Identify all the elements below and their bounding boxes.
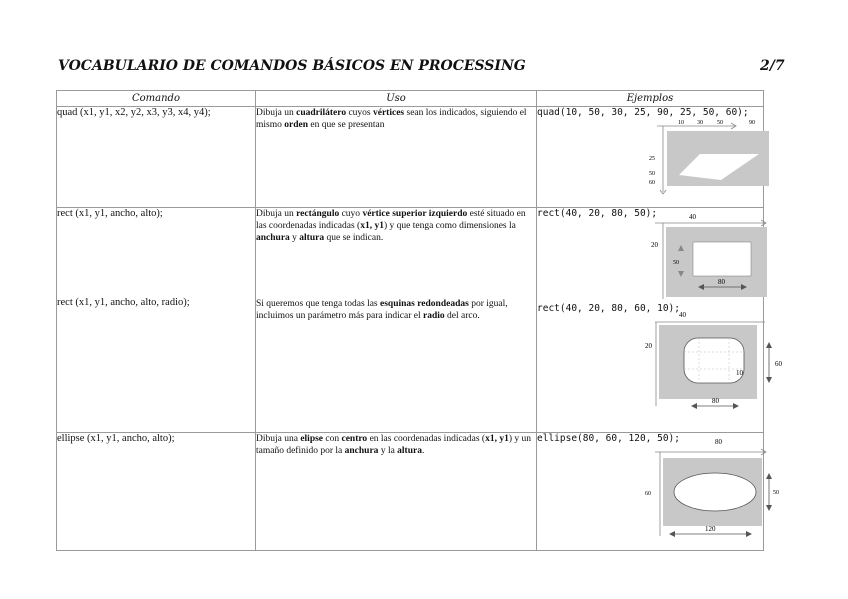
quad-label-25: 25 <box>649 156 655 162</box>
ellipse-label-60: 60 <box>645 491 651 497</box>
page-number: 2/7 <box>760 58 785 74</box>
rect-round-label-60: 60 <box>775 360 782 368</box>
ellipse-label-50: 50 <box>773 490 779 496</box>
rect-label-50: 50 <box>673 260 679 266</box>
command-ellipse: ellipse (x1, y1, ancho, alto); <box>57 433 256 551</box>
ellipse-label-80: 80 <box>715 438 722 446</box>
rect-round-label-80: 80 <box>712 397 719 405</box>
table-row-rect <box>57 208 764 433</box>
usage-rect-basic: Dibuja un rectángulo cuyo vértice superior izquierdo esté situado en las coordenadas indicadas (x1, y1) y que tenga como dimensiones la anchura y altura que se indican. <box>256 209 526 243</box>
table-row-ellipse <box>57 433 764 551</box>
example-rect <box>537 208 782 433</box>
usage-rect-rounded: Si queremos que tenga todas las esquinas redondeadas por igual, incluimos un parámetro más para indicar el radio del arco. <box>256 299 508 321</box>
usage-ellipse: Dibuja una elipse con centro en las coordenadas indicadas (x1, y1) y un tamaño definido por la anchura y la altura. <box>256 433 537 551</box>
rect-label-20: 20 <box>651 241 658 249</box>
quad-label-90: 90 <box>749 120 755 126</box>
page-title: VOCABULARIO DE COMANDOS BÁSICOS EN PROCESSING <box>58 58 526 74</box>
rect-label-40: 40 <box>689 213 696 221</box>
table-header-row <box>57 91 764 107</box>
rect-round-label-10: 10 <box>736 369 743 377</box>
example-ellipse <box>537 433 779 551</box>
quad-label-10: 10 <box>678 120 684 126</box>
rect-round-label-40: 40 <box>679 311 686 319</box>
column-header-ejemplos: Ejemplos <box>537 91 764 107</box>
code-ellipse: ellipse(80, 60, 120, 50); <box>537 433 680 444</box>
code-quad: quad(10, 50, 30, 25, 90, 25, 50, 60); <box>537 107 749 118</box>
quad-label-60: 60 <box>649 180 655 186</box>
command-quad: quad (x1, y1, x2, y2, x3, y3, x4, y4); <box>57 107 256 208</box>
quad-label-50: 50 <box>717 120 723 126</box>
command-rect-rounded: rect (x1, y1, ancho, alto, radio); <box>57 297 190 308</box>
rect-rounded-diagram <box>537 310 782 410</box>
rect-label-80: 80 <box>718 278 725 286</box>
column-header-comando: Comando <box>57 91 256 107</box>
code-rect: rect(40, 20, 80, 50); <box>537 208 658 219</box>
rect-round-label-20: 20 <box>645 342 652 350</box>
table-row-quad <box>57 107 764 208</box>
usage-rect <box>256 208 537 433</box>
usage-quad: Dibuja un cuadrilátero cuyos vértices sean los indicados, siguiendo el mismo orden en que se presentan <box>256 107 537 208</box>
column-header-uso: Uso <box>256 91 537 107</box>
code-rect-rounded: rect(40, 20, 80, 60, 10); <box>537 303 680 314</box>
ellipse-diagram <box>537 436 779 538</box>
quad-diagram <box>537 118 757 200</box>
command-rect-basic: rect (x1, y1, ancho, alto); <box>57 208 163 219</box>
ellipse-label-120: 120 <box>705 525 716 533</box>
command-rect <box>57 208 256 433</box>
example-quad <box>537 107 764 208</box>
commands-table <box>56 90 782 551</box>
quad-label-l50: 50 <box>649 171 655 177</box>
rect-diagram <box>537 207 757 299</box>
quad-label-30: 30 <box>697 120 703 126</box>
